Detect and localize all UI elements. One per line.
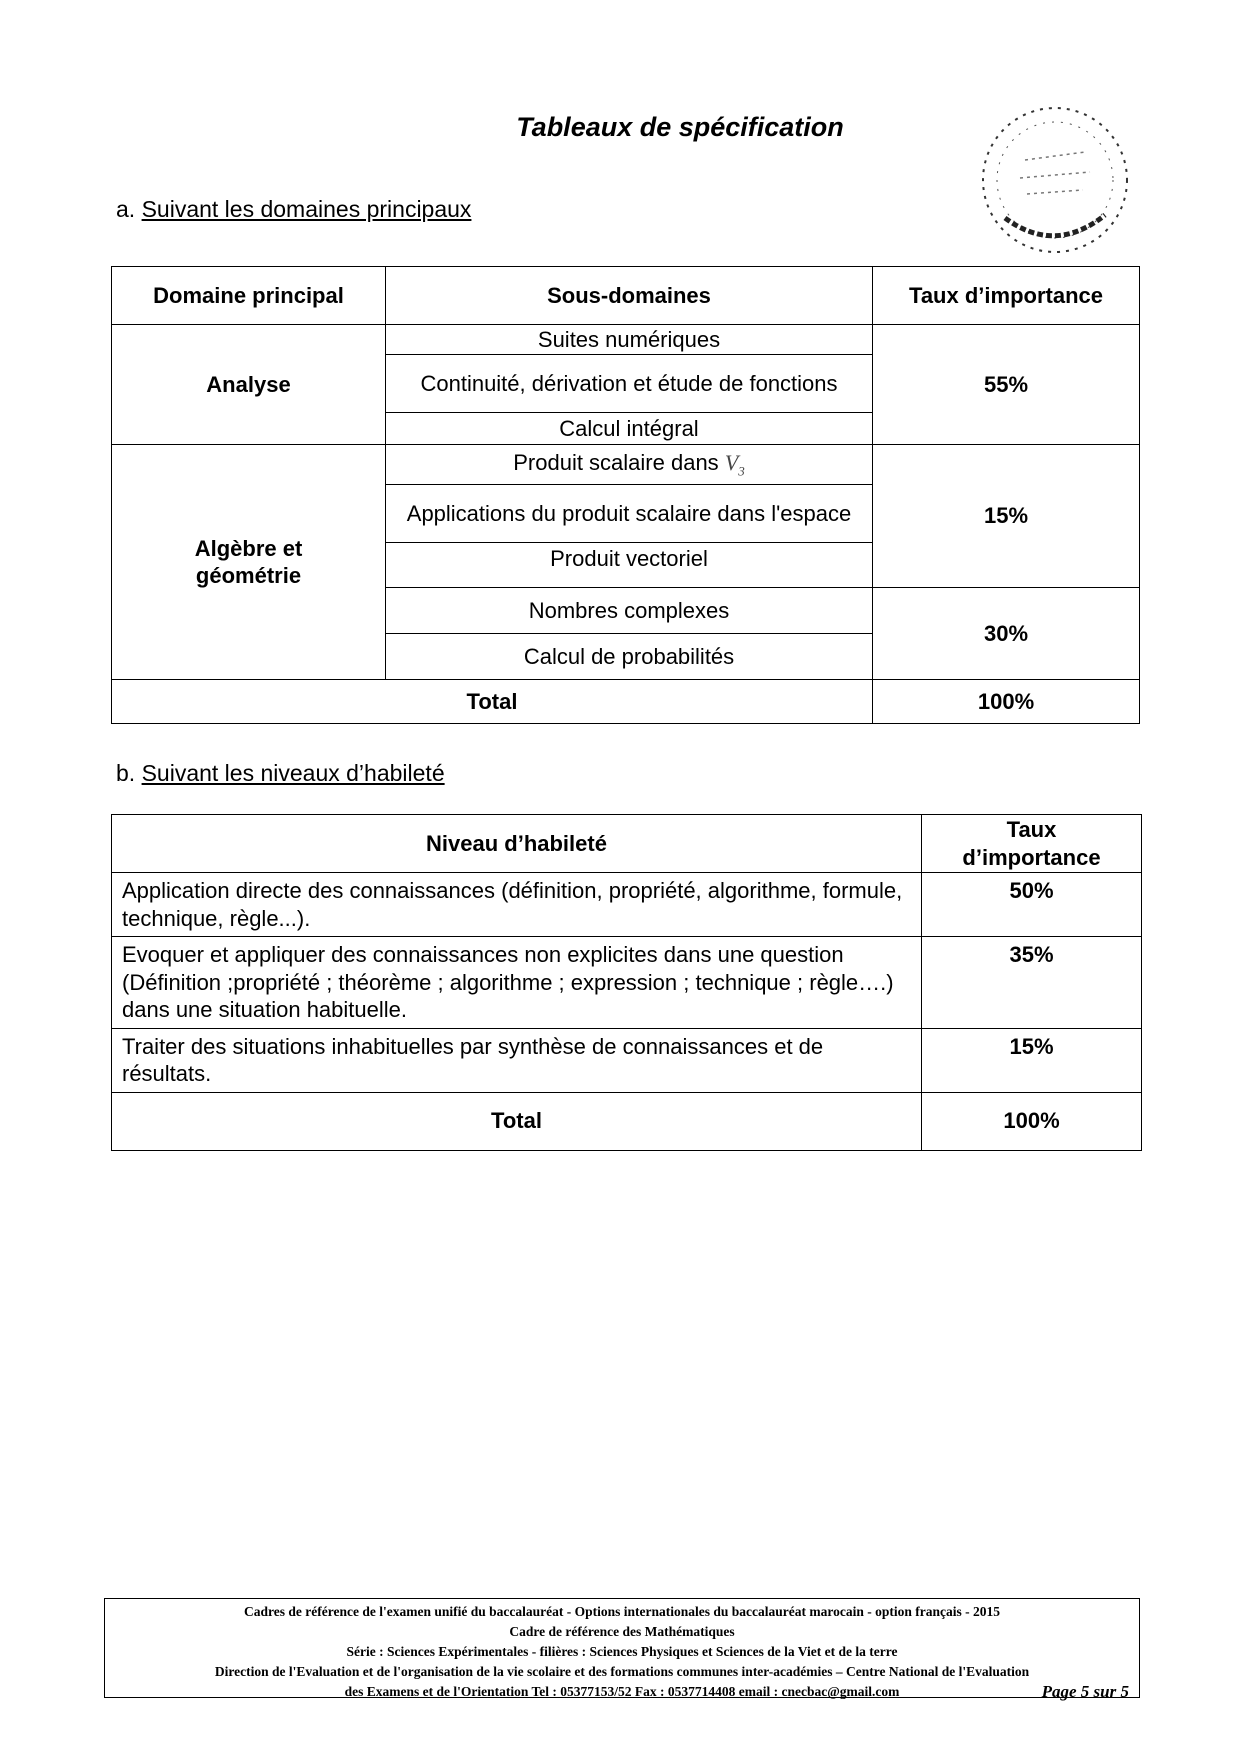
table-total-row (112, 680, 1140, 724)
habilete-rate: 35% (922, 937, 1142, 1029)
sub-domain: Calcul intégral (386, 413, 873, 445)
rate-algebre-group2: 30% (873, 588, 1140, 680)
table-domaines (111, 266, 1140, 724)
header-niveau-habilete: Niveau d’habileté (112, 815, 922, 873)
sub-domain: Applications du produit scalaire dans l'espace (386, 485, 873, 543)
sub-domain: Produit scalaire dans $V_3$ (386, 445, 873, 485)
sub-domain: Continuité, dérivation et étude de fonctions (386, 355, 873, 413)
footer-line: Cadre de référence des Mathématiques (509, 1624, 735, 1639)
page-title: Tableaux de spécification (516, 112, 844, 142)
v3-symbol: $V_3$ (724, 450, 745, 479)
footer-line: Cadres de référence de l'examen unifié du baccalauréat - Options internationales du baccalauréat marocain - option français - 2015 (244, 1604, 1000, 1619)
page-number: Page 5 sur 5 (1041, 1682, 1129, 1701)
total-value: 100% (873, 680, 1140, 724)
sub-domain: Produit vectoriel (386, 543, 873, 588)
table-total-row (112, 1092, 1142, 1150)
page-footer (104, 1598, 1140, 1701)
footer-line: Série : Sciences Expérimentales - filières : Sciences Physiques et Sciences de la Viet et de la terre (346, 1644, 898, 1659)
rate-analyse: 55% (873, 325, 1140, 445)
section-heading-domaines: a. Suivant les domaines principaux (116, 196, 472, 222)
table-row (112, 1028, 1142, 1092)
sub-domain: Nombres complexes (386, 588, 873, 634)
header-domaine-principal: Domaine principal (112, 267, 386, 325)
table-row (112, 937, 1142, 1029)
footer-line: des Examens et de l'Orientation Tel : 05377153/52 Fax : 0537714408 email : cnecbac@gmail.com Page 5 sur 5 (344, 1682, 1129, 1701)
total-value: 100% (922, 1092, 1142, 1150)
table-header-row (112, 815, 1142, 873)
header-taux-importance: Taux d’importance (873, 267, 1140, 325)
table-habilete (111, 814, 1142, 1151)
habilete-rate: 15% (922, 1028, 1142, 1092)
habilete-text: Traiter des situations inhabituelles par synthèse de connaissances et de résultats. (112, 1028, 922, 1092)
habilete-text: Application directe des connaissances (définition, propriété, algorithme, formule, technique, règle...). (112, 873, 922, 937)
sub-domain: Suites numériques (386, 325, 873, 355)
header-sous-domaines: Sous-domaines (386, 267, 873, 325)
total-label: Total (112, 1092, 922, 1150)
rate-algebre-group1: 15% (873, 445, 1140, 588)
domain-algebre-geometrie: Algèbre et géométrie (112, 445, 386, 680)
habilete-text: Evoquer et appliquer des connaissances non explicites dans une question (Définition ;propriété ; théorème ; algorithme ; expression ; technique ; règle….) dans une situation habituelle. (112, 937, 922, 1029)
sub-domain: Calcul de probabilités (386, 634, 873, 680)
section-heading-habilete: b. Suivant les niveaux d’habileté (116, 760, 445, 786)
total-label: Total (112, 680, 873, 724)
header-taux-importance: Taux d’importance (922, 815, 1142, 873)
footer-line: Direction de l'Evaluation et de l'organisation de la vie scolaire et des formations communes inter-académies – Centre National de l'Evaluation (214, 1664, 1030, 1679)
official-stamp (965, 90, 1145, 270)
habilete-rate: 50% (922, 873, 1142, 937)
table-row (112, 873, 1142, 937)
table-header-row (112, 267, 1140, 325)
domain-analyse: Analyse (112, 325, 386, 445)
